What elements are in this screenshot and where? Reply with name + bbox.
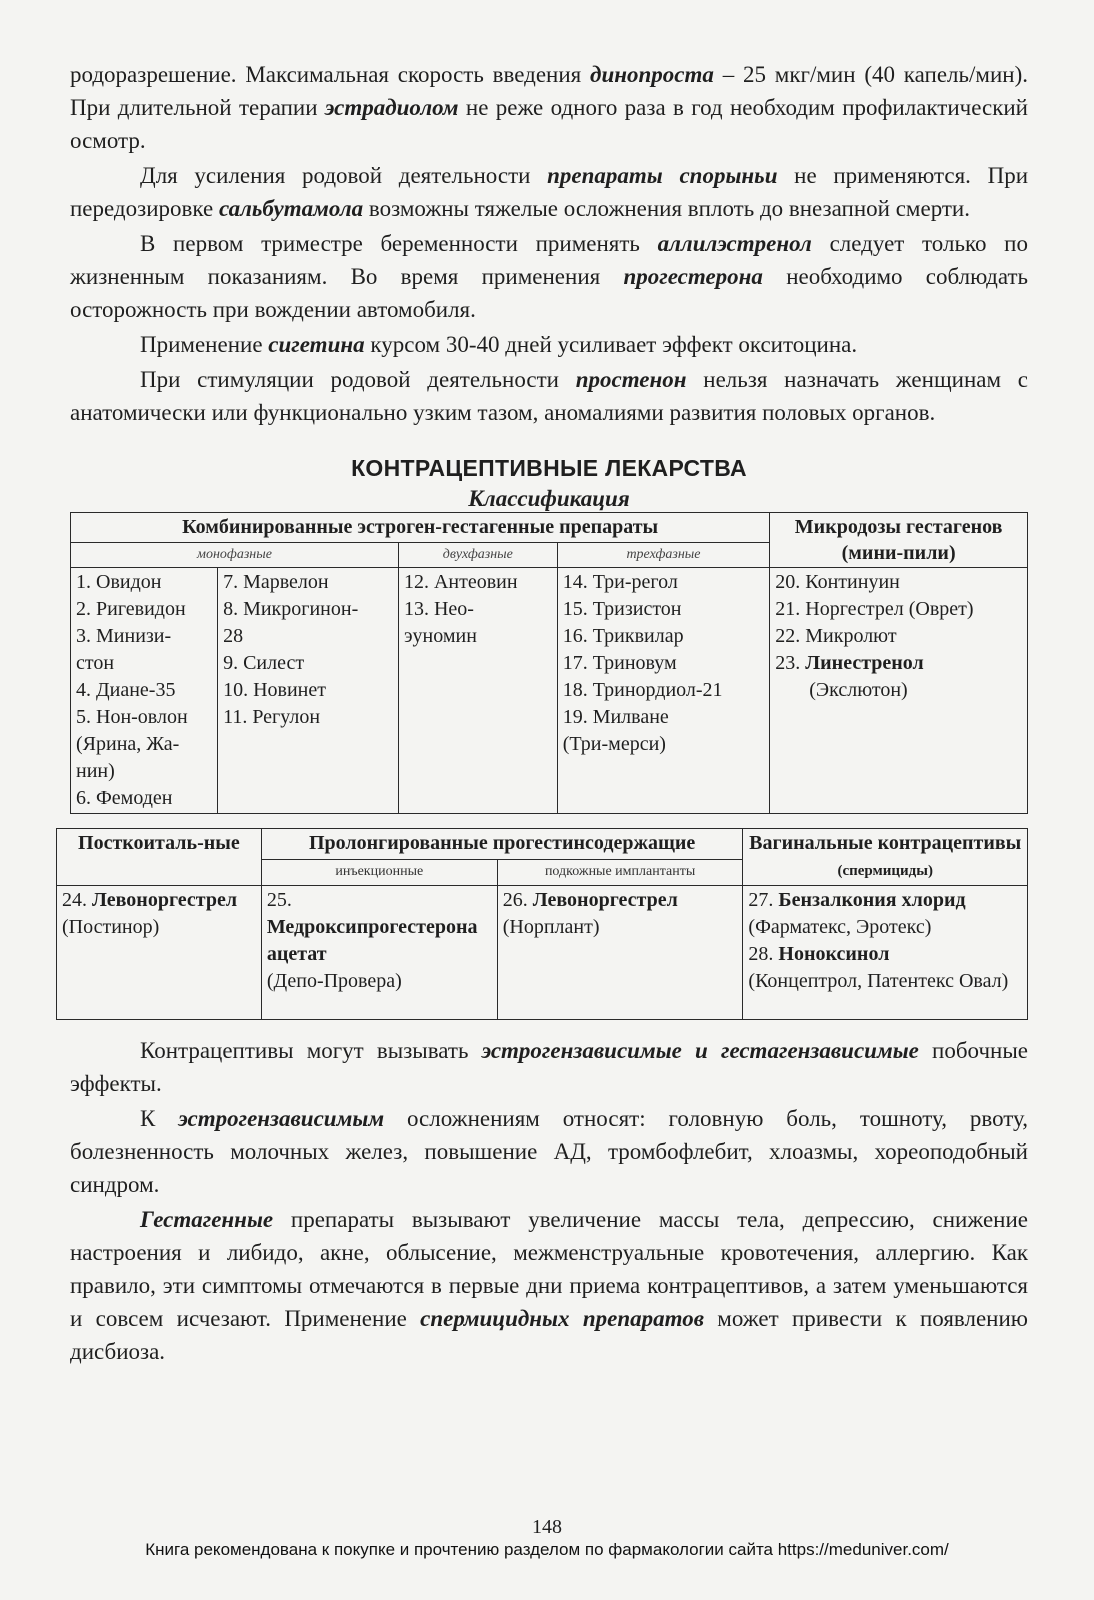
vaginal-cell: 27. Бензалкония хлорид (Фарматекс, Эротекс) 28. Ноноксинол (Концептрол, Патентекс Овал) [743,886,1028,1020]
implant-cell: 26. Левоноргестрел (Норплант) [497,886,743,1020]
list-item: 4. Диане-35 [76,679,176,701]
subheader-biphasic: двухфазные [398,542,557,567]
list-item: 12. Антеовин [403,571,518,593]
list-item: 22. Микролют [775,625,897,647]
paragraph-8: Гестагенные препараты вызывают увеличение массы тела, депрессию, снижение настроения и либидо, акне, облысение, межменструальные кровотечения, аллергию. Как правило, эти симптомы отмечаются в первые дни приема контрацептивов, а затем уменьшаются и совсем исчезают. Применение спермицидных препаратов может привести к появлению дисбиоза. [70,1207,1028,1364]
paragraph-2: Для усиления родовой деятельности препараты спорыньи не применяются. При передозировке сальбутамола возможны тяжелые осложнения вплоть до внезапной смерти. [70,163,1028,221]
classification-table-1 [70,512,1028,814]
list-item: 17. Триновум [562,652,677,674]
list-item: 21. Норгестрел (Оврет) [775,598,974,620]
paragraph-3: В первом триместре беременности применять аллилэстренол следует только по жизненным показаниям. Во время применения прогестерона необходимо соблюдать осторожность при вождении автомобиля. [70,231,1028,322]
header-combined: Комбинированные эстроген-гестагенные препараты [71,513,770,543]
page-content [62,58,1028,1370]
list-item: 8. Микрогинон- [223,598,359,620]
list-item: (Экслютон) [809,679,908,701]
list-item: (Ярина, Жа- [76,733,180,755]
list-item: 15. Тризистон [562,598,682,620]
micro-col [770,568,1028,814]
list-item: 20. Континуин [775,571,900,593]
list-item: 28 [223,625,244,647]
list-item: 16. Триквилар [562,625,684,647]
list-item: 2. Ригевидон [76,598,186,620]
list-item: эуномин [403,625,477,647]
subheader-injectable: инъекционные [261,859,497,885]
biphasic-col [398,568,557,814]
list-item: 14. Три-регол [562,571,678,593]
header-vaginal: Вагинальные контрацептивы (спермициды) [743,829,1028,886]
list-item: 3. Минизи- [76,625,172,647]
mono-col-2 [218,568,399,814]
footer-note: Книга рекомендована к покупке и прочтению разделом по фармакологии сайта https://meduniver.com/ [145,1540,949,1559]
list-item: 19. Милване [562,706,669,728]
page-number: 148 [532,1516,562,1538]
header-prolonged: Пролонгированные прогестинсодержащие [261,829,743,860]
list-item: нин) [76,760,115,782]
paragraph-7: К эстрогензависимым осложнениям относят: головную боль, тошноту, рвоту, болезненность молочных желез, повышение АД, тромбофлебит, хлоазмы, хореоподобный синдром. [70,1106,1028,1197]
paragraph-4: Применение сигетина курсом 30-40 дней усиливает эффект окситоцина. [140,332,858,357]
header-postcoital: Посткоиталь-ные [57,829,262,886]
subheader-implants: подкожные имплантанты [497,859,743,885]
list-item: 1. Овидон [76,571,162,593]
mono-col-1 [71,568,218,814]
section-title: КОНТРАЦЕПТИВНЫЕ ЛЕКАРСТВА [351,455,747,481]
list-item: 6. Фемоден [76,787,173,809]
list-item: 5. Нон-овлон [76,706,188,728]
list-item: 18. Тринордиол-21 [562,679,723,701]
subheader-triphasic: трехфазные [557,542,770,567]
paragraph-5: При стимуляции родовой деятельности простенон нельзя назначать женщинам с анатомически или функционально узким тазом, аномалиями развития половых органов. [70,367,1028,425]
postcoital-cell: 24. Левоноргестрел (Постинор) [57,886,262,1020]
section-subtitle: Классификация [468,486,630,511]
injectable-cell: 25. Медроксипрогестерона ацетат (Депо-Провера) [261,886,497,1020]
list-item: 23. Линестренол [775,652,924,674]
list-item: (Три-мерси) [562,733,666,755]
subheader-monophasic: монофазные [71,542,399,567]
list-item: 10. Новинет [223,679,326,701]
list-item: 9. Силест [223,652,305,674]
paragraph-6: Контрацептивы могут вызывать эстрогензависимые и гестагензависимые побочные эффекты. [70,1038,1028,1096]
triphasic-col [557,568,770,814]
classification-table-2 [56,828,1028,1020]
header-micro: Микродозы гестагенов (мини-пили) [770,513,1028,568]
list-item: 7. Марвелон [223,571,329,593]
list-item: 13. Нео- [403,598,474,620]
list-item: 11. Регулон [223,706,321,728]
list-item: стон [76,652,115,674]
paragraph-1: родоразрешение. Максимальная скорость введения динопроста – 25 мкг/мин (40 капель/мин). При длительной терапии эстрадиолом не реже одного раза в год необходим профилактический осмотр. [70,62,1028,153]
